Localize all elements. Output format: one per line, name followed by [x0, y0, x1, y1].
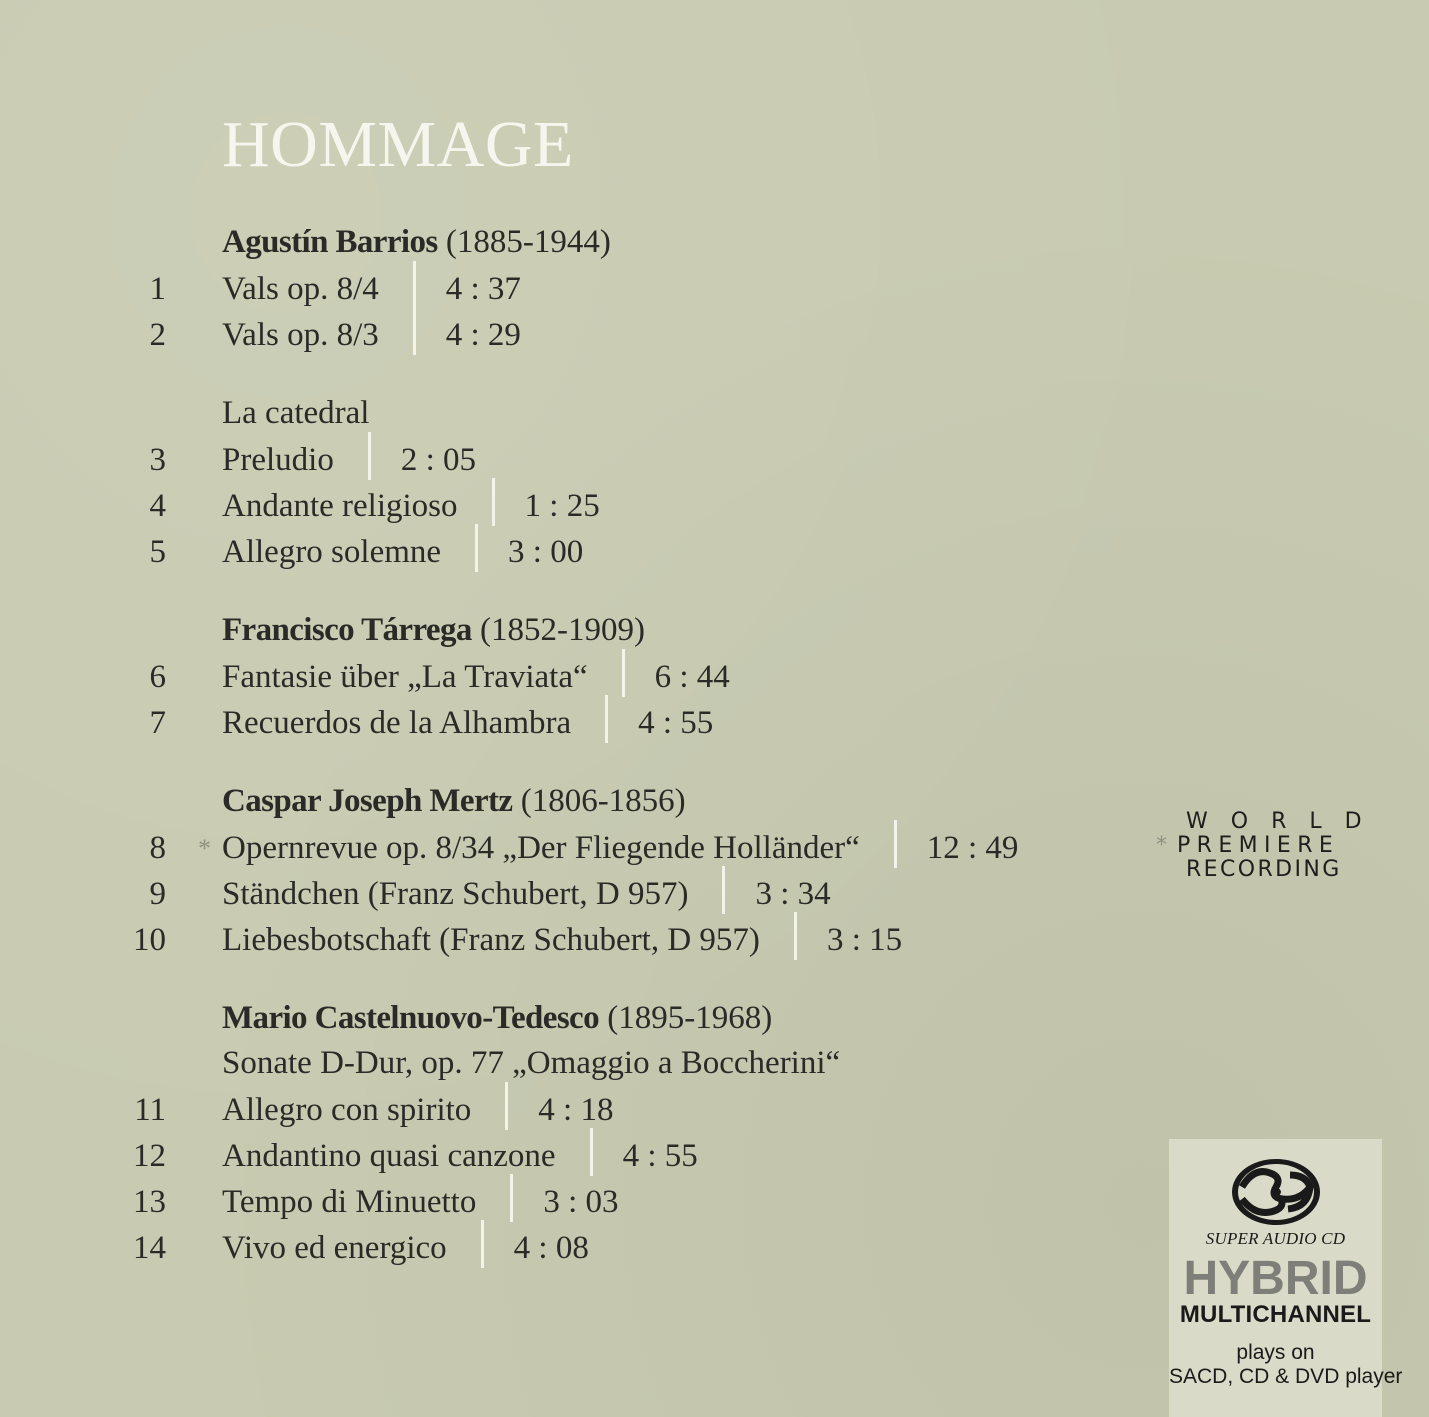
- track-title-line: [222, 871, 831, 920]
- track-duration: 3 : 03: [543, 1184, 619, 1220]
- track-duration: 6 : 44: [654, 659, 730, 695]
- track-row: [0, 1225, 1100, 1271]
- track-duration: 4 : 29: [445, 317, 521, 353]
- wpr-line-recording: RECORDING: [1186, 857, 1342, 882]
- sacd-disc-logo-icon: [1230, 1157, 1322, 1227]
- track-title: Preludio: [222, 442, 334, 478]
- separator: [413, 261, 416, 309]
- composer-name: Agustín Barrios: [222, 224, 438, 260]
- separator: [794, 912, 797, 960]
- separator: [722, 866, 725, 914]
- track-title: Vals op. 8/3: [222, 317, 379, 353]
- track-title: Vals op. 8/4: [222, 271, 379, 307]
- separator: [622, 649, 625, 697]
- track-row: [0, 1179, 1100, 1225]
- separator: [510, 1174, 513, 1222]
- wpr-line-world: WORLD: [1186, 809, 1385, 834]
- track-row: [0, 654, 1100, 700]
- track-duration: 4 : 08: [513, 1230, 589, 1266]
- track-duration: 3 : 15: [826, 922, 903, 958]
- track-title: Andantino quasi canzone: [222, 1138, 556, 1174]
- track-duration: 1 : 25: [524, 488, 600, 524]
- track-number: 1: [149, 271, 166, 307]
- track-title-line: [222, 529, 583, 578]
- track-row: [0, 917, 1100, 963]
- track-row: [0, 1087, 1100, 1133]
- track-title-line: [222, 700, 713, 749]
- track-number: 12: [133, 1138, 166, 1174]
- separator: [605, 695, 608, 743]
- track-row: [0, 483, 1100, 529]
- track-row: [0, 437, 1100, 483]
- track-row: [0, 266, 1100, 312]
- world-premiere-note: [1156, 810, 1385, 882]
- album-title: HOMMAGE: [222, 108, 574, 181]
- track-title-line: [222, 917, 902, 966]
- composer-heading-tarrega: [222, 614, 645, 647]
- track-number: 13: [133, 1184, 166, 1220]
- track-title: Andante religioso: [222, 488, 458, 524]
- track-duration: 12 : 49: [926, 830, 1019, 866]
- track-number: 9: [149, 876, 166, 912]
- work-subtitle: La catedral: [222, 395, 370, 431]
- separator: [590, 1128, 593, 1176]
- track-duration: 4 : 37: [445, 271, 521, 307]
- track-number: 6: [149, 659, 166, 695]
- track-number: 4: [149, 488, 166, 524]
- track-title-line: [222, 654, 730, 703]
- track-title-line: [222, 1087, 613, 1136]
- separator: [505, 1082, 508, 1130]
- sacd-label: SUPER AUDIO CD: [1205, 1229, 1346, 1248]
- track-row: [0, 825, 1100, 871]
- hybrid-label: HYBRID: [1183, 1252, 1368, 1305]
- track-number: 8: [149, 830, 166, 866]
- track-duration: 2 : 05: [400, 442, 476, 478]
- track-number: 11: [134, 1092, 166, 1128]
- track-title-line: [222, 483, 600, 532]
- composer-heading-mertz: [222, 785, 686, 818]
- track-number: 7: [149, 705, 166, 741]
- track-title-line: [222, 825, 1018, 874]
- separator: [481, 1220, 484, 1268]
- track-number: 5: [149, 534, 166, 570]
- track-title: Allegro con spirito: [222, 1092, 472, 1128]
- track-duration: 3 : 00: [508, 534, 584, 570]
- track-title-line: [222, 266, 521, 315]
- composer-years: (1852-1909): [480, 612, 645, 648]
- track-title: Fantasie über „La Traviata“: [222, 659, 588, 695]
- composer-name: Mario Castelnuovo-Tedesco: [222, 1000, 600, 1036]
- track-title: Tempo di Minuetto: [222, 1184, 477, 1220]
- track-row: [0, 312, 1100, 358]
- wpr-line-premiere-row: [1156, 834, 1385, 858]
- separator: [413, 307, 416, 355]
- plays-on-label: plays on: [1236, 1341, 1315, 1364]
- track-row: [0, 529, 1100, 575]
- composer-name: Caspar Joseph Mertz: [222, 783, 513, 819]
- composer-heading-barrios: [222, 226, 611, 259]
- track-title: Allegro solemne: [222, 534, 442, 570]
- track-title: Opernrevue op. 8/34 „Der Fliegende Holländer“: [222, 830, 860, 866]
- composer-heading-castelnuovo: [222, 1002, 772, 1035]
- track-title-line: [222, 437, 476, 486]
- track-number: 3: [149, 442, 166, 478]
- track-row: [0, 1133, 1100, 1179]
- composer-name: Francisco Tárrega: [222, 612, 472, 648]
- world-premiere-star-icon: *: [1156, 833, 1167, 858]
- sacd-hybrid-badge: [1169, 1139, 1403, 1417]
- track-row: [0, 700, 1100, 746]
- track-duration: 4 : 55: [622, 1138, 698, 1174]
- composer-years: (1806-1856): [520, 783, 686, 819]
- wpr-line-premiere: PREMIERE: [1177, 833, 1340, 858]
- separator: [492, 478, 495, 526]
- players-label: SACD, CD & DVD player: [1169, 1365, 1403, 1388]
- track-title-line: [222, 1225, 589, 1274]
- track-title-line: [222, 312, 521, 361]
- track-row: [0, 871, 1100, 917]
- track-title: Recuerdos de la Alhambra: [222, 705, 572, 741]
- track-title: Liebesbotschaft (Franz Schubert, D 957): [222, 922, 760, 958]
- separator: [894, 820, 897, 868]
- work-subtitle: Sonate D-Dur, op. 77 „Omaggio a Boccherini“: [222, 1045, 841, 1081]
- track-duration: 4 : 18: [538, 1092, 614, 1128]
- track-title-line: [222, 1179, 619, 1228]
- track-title-line: [222, 1133, 698, 1182]
- composer-years: (1885-1944): [445, 224, 611, 260]
- track-duration: 3 : 34: [755, 876, 831, 912]
- separator: [475, 524, 478, 572]
- multichannel-label: MULTICHANNEL: [1179, 1301, 1372, 1328]
- separator: [368, 432, 371, 480]
- track-number: 2: [149, 317, 166, 353]
- track-title: Ständchen (Franz Schubert, D 957): [222, 876, 689, 912]
- composer-years: (1895-1968): [607, 1000, 773, 1036]
- track-title: Vivo ed energico: [222, 1230, 447, 1266]
- world-premiere-star-icon: *: [198, 834, 211, 863]
- track-number: 10: [133, 922, 166, 958]
- track-number: 14: [133, 1230, 166, 1266]
- track-duration: 4 : 55: [638, 705, 714, 741]
